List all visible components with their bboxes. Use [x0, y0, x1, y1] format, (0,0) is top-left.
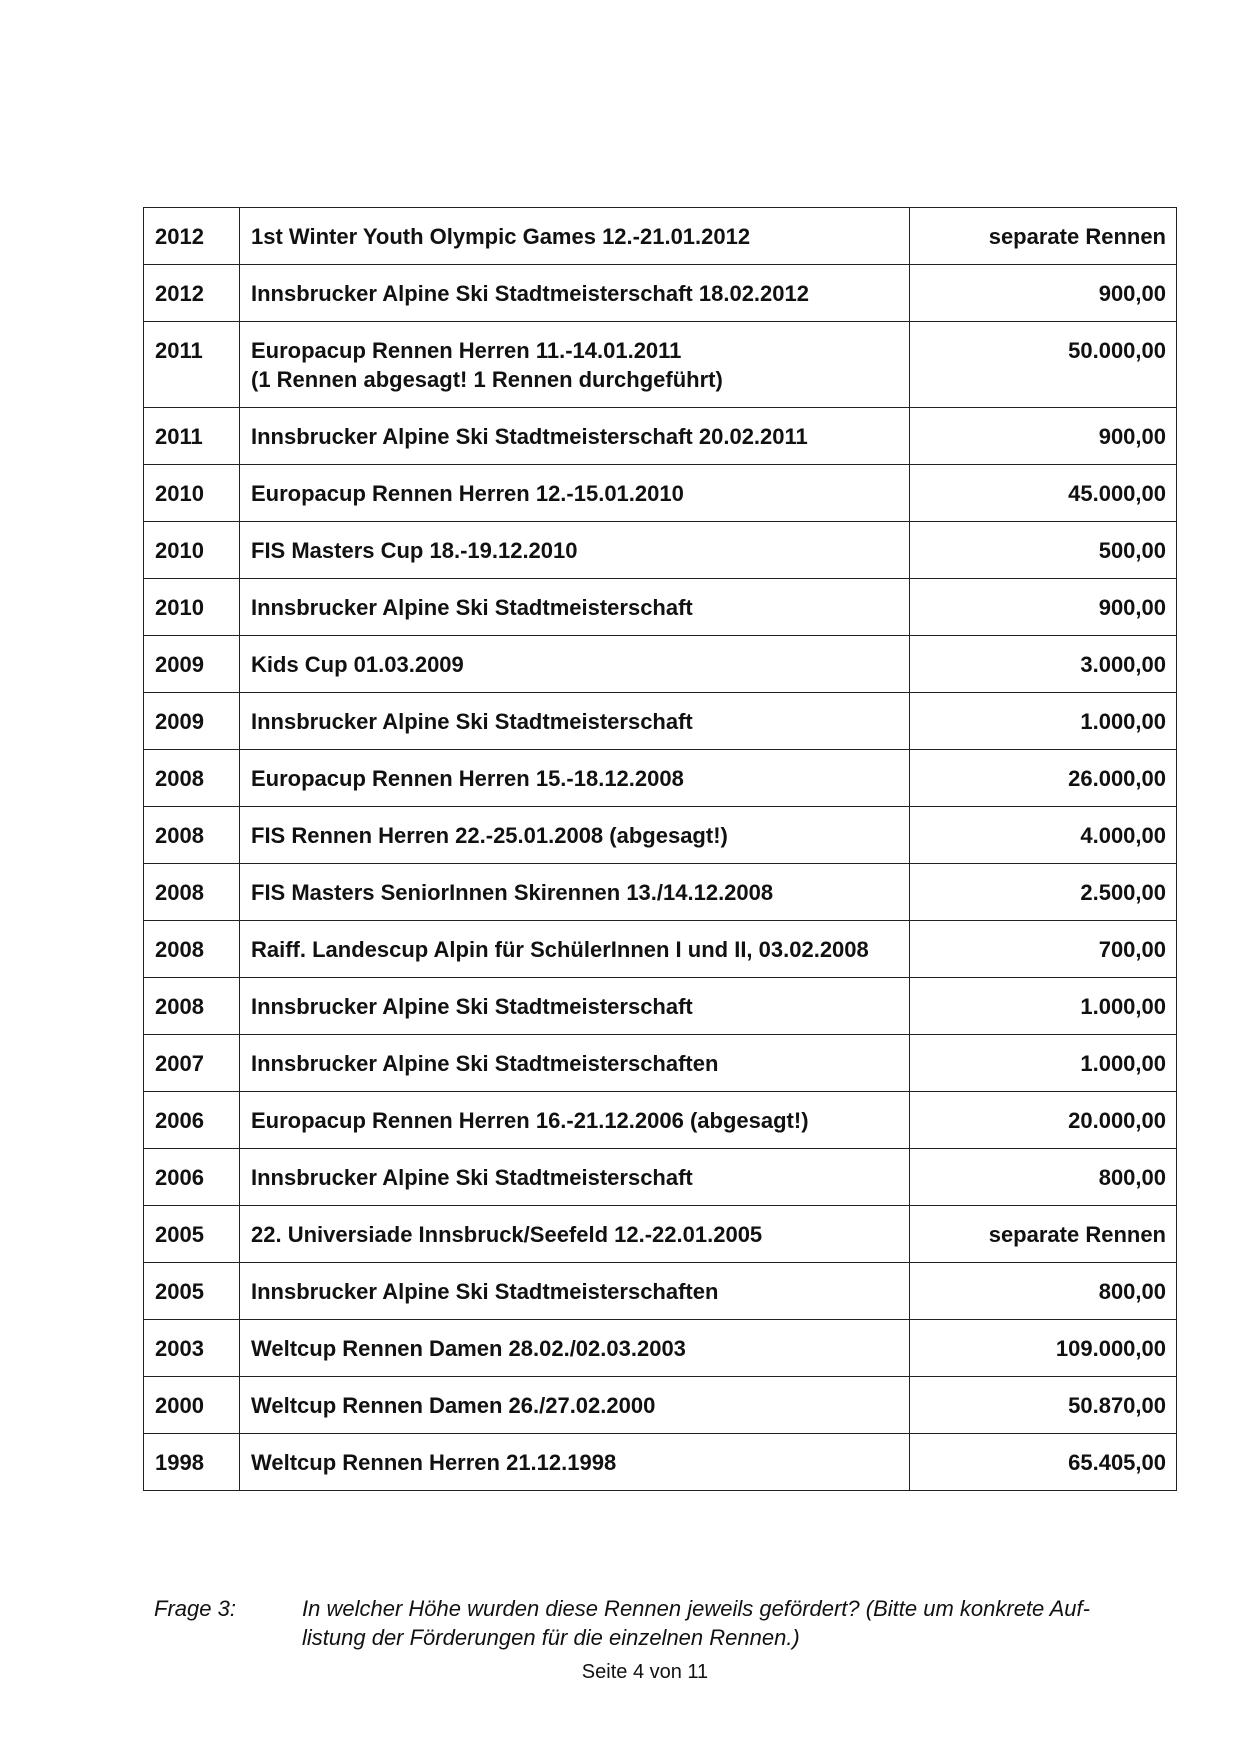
event-cell: [240, 978, 910, 1035]
amount-cell: 4.000,00: [910, 807, 1177, 864]
event-name: 1st Winter Youth Olympic Games 12.-21.01.2012: [251, 224, 751, 249]
event-cell: [240, 807, 910, 864]
year-cell: 2010: [144, 522, 240, 579]
amount-cell: 3.000,00: [910, 636, 1177, 693]
amount-cell: separate Rennen: [910, 1206, 1177, 1263]
year-cell: 2011: [144, 322, 240, 408]
year-cell: 2008: [144, 864, 240, 921]
event-name: Innsbrucker Alpine Ski Stadtmeisterschaft: [251, 994, 693, 1019]
event-cell: [240, 208, 910, 265]
table-row: [144, 636, 1177, 693]
year-cell: 1998: [144, 1434, 240, 1491]
year-cell: 2000: [144, 1377, 240, 1434]
event-name: Europacup Rennen Herren 16.-21.12.2006 (abgesagt!): [251, 1108, 809, 1133]
amount-cell: 50.870,00: [910, 1377, 1177, 1434]
year-cell: 2011: [144, 408, 240, 465]
table-row: [144, 1377, 1177, 1434]
amount-cell: 900,00: [910, 579, 1177, 636]
year-cell: 2006: [144, 1149, 240, 1206]
year-cell: 2008: [144, 807, 240, 864]
amount-cell: 20.000,00: [910, 1092, 1177, 1149]
event-name: Raiff. Landescup Alpin für SchülerInnen I und II, 03.02.2008: [251, 937, 869, 962]
table-row: [144, 579, 1177, 636]
year-cell: 2009: [144, 636, 240, 693]
amount-cell: 26.000,00: [910, 750, 1177, 807]
event-cell: [240, 265, 910, 322]
page-number: Seite 4 von 11: [581, 1661, 709, 1683]
event-cell: [240, 1206, 910, 1263]
table-row: [144, 1434, 1177, 1491]
event-name: Innsbrucker Alpine Ski Stadtmeisterschaft: [251, 595, 693, 620]
table-row: [144, 978, 1177, 1035]
event-cell: [240, 921, 910, 978]
funding-table: [143, 207, 1177, 1491]
event-name: 22. Universiade Innsbruck/Seefeld 12.-22.01.2005: [251, 1222, 763, 1247]
amount-cell: 45.000,00: [910, 465, 1177, 522]
table-row: [144, 1320, 1177, 1377]
amount-cell: 65.405,00: [910, 1434, 1177, 1491]
amount-cell: 700,00: [910, 921, 1177, 978]
event-name: FIS Rennen Herren 22.-25.01.2008 (abgesagt!): [251, 823, 728, 848]
event-name: Weltcup Rennen Herren 21.12.1998: [251, 1450, 617, 1475]
year-cell: 2008: [144, 978, 240, 1035]
event-name: Innsbrucker Alpine Ski Stadtmeisterschaften: [251, 1051, 719, 1076]
year-cell: 2010: [144, 465, 240, 522]
event-cell: [240, 1434, 910, 1491]
event-cell: [240, 1149, 910, 1206]
table-row: [144, 522, 1177, 579]
year-cell: 2012: [144, 208, 240, 265]
event-cell: [240, 522, 910, 579]
event-cell: [240, 1377, 910, 1434]
event-cell: [240, 636, 910, 693]
table-row: [144, 265, 1177, 322]
table-row: [144, 864, 1177, 921]
event-name: Innsbrucker Alpine Ski Stadtmeisterschaft 20.02.2011: [251, 424, 808, 449]
table-row: [144, 408, 1177, 465]
funding-table-body: [144, 208, 1177, 1491]
amount-cell: 2.500,00: [910, 864, 1177, 921]
table-row: [144, 750, 1177, 807]
event-name: Weltcup Rennen Damen 26./27.02.2000: [251, 1393, 656, 1418]
table-row: [144, 693, 1177, 750]
event-cell: [240, 750, 910, 807]
event-cell: [240, 693, 910, 750]
year-cell: 2008: [144, 921, 240, 978]
event-note: (1 Rennen abgesagt! 1 Rennen durchgeführt): [251, 367, 723, 392]
amount-cell: 800,00: [910, 1149, 1177, 1206]
amount-cell: 50.000,00: [910, 322, 1177, 408]
year-cell: 2005: [144, 1206, 240, 1263]
table-row: [144, 1035, 1177, 1092]
event-cell: [240, 1035, 910, 1092]
year-cell: 2007: [144, 1035, 240, 1092]
amount-cell: 1.000,00: [910, 693, 1177, 750]
year-cell: 2008: [144, 750, 240, 807]
table-row: [144, 1263, 1177, 1320]
table-row: [144, 208, 1177, 265]
table-row: [144, 322, 1177, 408]
event-name: Innsbrucker Alpine Ski Stadtmeisterschaft: [251, 1165, 693, 1190]
event-cell: [240, 408, 910, 465]
year-cell: 2005: [144, 1263, 240, 1320]
amount-cell: separate Rennen: [910, 208, 1177, 265]
amount-cell: 500,00: [910, 522, 1177, 579]
question-text: In welcher Höhe wurden diese Rennen jeweils gefördert? (Bitte um konkrete Auf-listung der Förderungen für die einzelnen Rennen.): [302, 1596, 1090, 1650]
table-row: [144, 1149, 1177, 1206]
year-cell: 2006: [144, 1092, 240, 1149]
event-cell: [240, 322, 910, 408]
event-name: FIS Masters Cup 18.-19.12.2010: [251, 538, 578, 563]
event-cell: [240, 1263, 910, 1320]
event-cell: [240, 1320, 910, 1377]
table-row: [144, 807, 1177, 864]
year-cell: 2003: [144, 1320, 240, 1377]
event-name: Europacup Rennen Herren 11.-14.01.2011: [251, 338, 682, 363]
year-cell: 2012: [144, 265, 240, 322]
amount-cell: 900,00: [910, 408, 1177, 465]
table-row: [144, 1206, 1177, 1263]
table-row: [144, 465, 1177, 522]
event-name: Innsbrucker Alpine Ski Stadtmeisterschaft: [251, 709, 693, 734]
event-cell: [240, 465, 910, 522]
amount-cell: 1.000,00: [910, 978, 1177, 1035]
amount-cell: 900,00: [910, 265, 1177, 322]
event-cell: [240, 579, 910, 636]
question-label: Frage 3:: [154, 1596, 236, 1621]
amount-cell: 109.000,00: [910, 1320, 1177, 1377]
amount-cell: 800,00: [910, 1263, 1177, 1320]
table-row: [144, 921, 1177, 978]
event-cell: [240, 1092, 910, 1149]
event-name: Innsbrucker Alpine Ski Stadtmeisterschaft 18.02.2012: [251, 281, 809, 306]
event-cell: [240, 864, 910, 921]
year-cell: 2010: [144, 579, 240, 636]
event-name: Kids Cup 01.03.2009: [251, 652, 464, 677]
event-name: Innsbrucker Alpine Ski Stadtmeisterschaften: [251, 1279, 719, 1304]
table-row: [144, 1092, 1177, 1149]
year-cell: 2009: [144, 693, 240, 750]
event-name: Weltcup Rennen Damen 28.02./02.03.2003: [251, 1336, 686, 1361]
amount-cell: 1.000,00: [910, 1035, 1177, 1092]
event-name: Europacup Rennen Herren 12.-15.01.2010: [251, 481, 684, 506]
event-name: FIS Masters SeniorInnen Skirennen 13./14.12.2008: [251, 880, 774, 905]
event-name: Europacup Rennen Herren 15.-18.12.2008: [251, 766, 684, 791]
